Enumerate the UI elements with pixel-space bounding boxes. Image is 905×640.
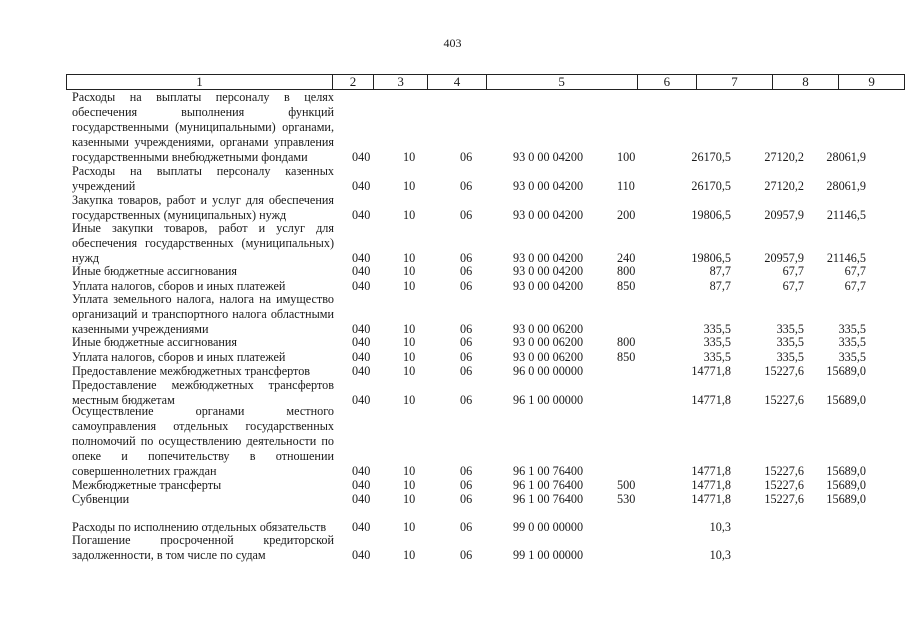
cell-col-9: 28061,9 [826, 179, 866, 193]
cell-col-6: 800 [617, 335, 636, 349]
cell-col-4: 06 [460, 322, 473, 336]
cell-col-7: 10,3 [709, 520, 731, 534]
row-description: Расходы по исполнению отдельных обязательств [72, 520, 327, 534]
cell-col-7: 19806,5 [691, 208, 731, 222]
cell-col-8: 15227,6 [764, 492, 804, 506]
cell-col-2: 040 [352, 179, 371, 193]
cell-col-4: 06 [460, 350, 473, 364]
row-description: Предоставление межбюджетных трансфертов местным бюджетам [72, 378, 334, 407]
cell-col-8: 335,5 [776, 335, 804, 349]
cell-col-4: 06 [460, 393, 473, 407]
header-col-8: 8 [772, 75, 839, 90]
header-col-3: 3 [374, 75, 428, 90]
cell-col-3: 10 [403, 251, 416, 265]
cell-col-2: 040 [352, 548, 371, 562]
cell-col-5: 99 0 00 00000 [513, 520, 584, 534]
row-description: Расходы на выплаты персоналу в целях обеспечения выполнения функций государственными (муниципальными) органами, казенными учреждениями, органами управления государственными внебюджетными фондами [72, 90, 334, 164]
cell-col-9: 15689,0 [826, 364, 866, 378]
table-row [0, 478, 905, 493]
cell-col-5: 96 0 00 00000 [513, 364, 584, 378]
cell-col-2: 040 [352, 464, 371, 478]
table-row [0, 292, 905, 337]
cell-col-9: 67,7 [844, 264, 866, 278]
cell-col-3: 10 [403, 322, 416, 336]
cell-col-8: 67,7 [782, 279, 804, 293]
cell-col-2: 040 [352, 279, 371, 293]
cell-col-9: 21146,5 [826, 251, 866, 265]
cell-col-6: 800 [617, 264, 636, 278]
cell-col-3: 10 [403, 335, 416, 349]
cell-col-3: 10 [403, 350, 416, 364]
cell-col-7: 335,5 [703, 322, 731, 336]
table-row [0, 404, 905, 479]
cell-col-9: 335,5 [838, 350, 866, 364]
cell-col-7: 87,7 [709, 279, 731, 293]
cell-col-5: 93 0 00 04200 [513, 264, 584, 278]
cell-col-9: 15689,0 [826, 464, 866, 478]
cell-col-5: 93 0 00 04200 [513, 150, 584, 164]
cell-col-3: 10 [403, 279, 416, 293]
header-col-2: 2 [332, 75, 373, 90]
header-col-9: 9 [839, 75, 905, 90]
cell-col-9: 15689,0 [826, 478, 866, 492]
cell-col-3: 10 [403, 179, 416, 193]
cell-col-7: 335,5 [703, 335, 731, 349]
cell-col-6: 530 [617, 492, 636, 506]
cell-col-7: 335,5 [703, 350, 731, 364]
cell-col-4: 06 [460, 264, 473, 278]
cell-col-7: 14771,8 [691, 464, 731, 478]
cell-col-4: 06 [460, 364, 473, 378]
cell-col-8: 335,5 [776, 350, 804, 364]
cell-col-2: 040 [352, 335, 371, 349]
cell-col-3: 10 [403, 208, 416, 222]
table-row [0, 505, 905, 535]
cell-col-6: 850 [617, 350, 636, 364]
page-number: 403 [443, 36, 462, 50]
cell-col-4: 06 [460, 464, 473, 478]
cell-col-3: 10 [403, 264, 416, 278]
cell-col-6: 850 [617, 279, 636, 293]
cell-col-8: 20957,9 [764, 251, 804, 265]
cell-col-7: 87,7 [709, 264, 731, 278]
cell-col-2: 040 [352, 251, 371, 265]
cell-col-3: 10 [403, 478, 416, 492]
cell-col-2: 040 [352, 150, 371, 164]
cell-col-2: 040 [352, 264, 371, 278]
cell-col-8: 15227,6 [764, 464, 804, 478]
cell-col-9: 335,5 [838, 335, 866, 349]
header-col-1: 1 [67, 75, 333, 90]
cell-col-8: 20957,9 [764, 208, 804, 222]
cell-col-9: 21146,5 [826, 208, 866, 222]
cell-col-5: 96 1 00 00000 [513, 393, 584, 407]
cell-col-4: 06 [460, 478, 473, 492]
cell-col-3: 10 [403, 520, 416, 534]
cell-col-7: 26170,5 [691, 150, 731, 164]
cell-col-3: 10 [403, 464, 416, 478]
cell-col-7: 26170,5 [691, 179, 731, 193]
cell-col-2: 040 [352, 520, 371, 534]
row-description: Межбюджетные трансферты [72, 478, 222, 492]
cell-col-8: 15227,6 [764, 478, 804, 492]
cell-col-2: 040 [352, 350, 371, 364]
table-row [0, 264, 905, 279]
cell-col-2: 040 [352, 478, 371, 492]
header-col-6: 6 [637, 75, 697, 90]
cell-col-6: 240 [617, 251, 636, 265]
cell-col-5: 93 0 00 06200 [513, 322, 584, 336]
cell-col-8: 27120,2 [764, 179, 804, 193]
cell-col-3: 10 [403, 548, 416, 562]
cell-col-7: 14771,8 [691, 492, 731, 506]
cell-col-6: 200 [617, 208, 636, 222]
table-row [0, 164, 905, 194]
cell-col-8: 15227,6 [764, 364, 804, 378]
row-description: Предоставление межбюджетных трансфертов [72, 364, 311, 378]
cell-col-2: 040 [352, 393, 371, 407]
row-description: Погашение просроченной кредиторской задолженности, в том числе по судам [72, 533, 334, 562]
cell-col-4: 06 [460, 179, 473, 193]
cell-col-9: 335,5 [838, 322, 866, 336]
cell-col-5: 99 1 00 00000 [513, 548, 584, 562]
table-row [0, 533, 905, 563]
row-description: Уплата земельного налога, налога на имущество организаций и транспортного налога областными казенными учреждениями [72, 292, 334, 336]
cell-col-7: 14771,8 [691, 478, 731, 492]
row-description: Иные бюджетные ассигнования [72, 335, 238, 349]
table-row [0, 221, 905, 266]
row-description: Уплата налогов, сборов и иных платежей [72, 350, 286, 364]
cell-col-6: 100 [617, 150, 636, 164]
table-row [0, 335, 905, 350]
cell-col-8: 335,5 [776, 322, 804, 336]
cell-col-7: 10,3 [709, 548, 731, 562]
cell-col-5: 96 1 00 76400 [513, 478, 584, 492]
cell-col-4: 06 [460, 492, 473, 506]
cell-col-7: 14771,8 [691, 364, 731, 378]
cell-col-8: 15227,6 [764, 393, 804, 407]
cell-col-7: 14771,8 [691, 393, 731, 407]
cell-col-5: 93 0 00 06200 [513, 350, 584, 364]
row-description: Субвенции [72, 492, 130, 506]
cell-col-4: 06 [460, 520, 473, 534]
cell-col-4: 06 [460, 279, 473, 293]
row-description: Расходы на выплаты персоналу казенных учреждений [72, 164, 334, 193]
cell-col-2: 040 [352, 322, 371, 336]
table-row [0, 350, 905, 365]
cell-col-5: 93 0 00 04200 [513, 279, 584, 293]
cell-col-9: 15689,0 [826, 492, 866, 506]
table-row [0, 364, 905, 379]
cell-col-5: 96 1 00 76400 [513, 464, 584, 478]
cell-col-3: 10 [403, 393, 416, 407]
cell-col-5: 96 1 00 76400 [513, 492, 584, 506]
header-col-5: 5 [486, 75, 637, 90]
cell-col-5: 93 0 00 04200 [513, 251, 584, 265]
cell-col-9: 15689,0 [826, 393, 866, 407]
cell-col-9: 28061,9 [826, 150, 866, 164]
cell-col-6: 500 [617, 478, 636, 492]
row-description: Уплата налогов, сборов и иных платежей [72, 279, 286, 293]
cell-col-4: 06 [460, 251, 473, 265]
cell-col-5: 93 0 00 04200 [513, 208, 584, 222]
cell-col-7: 19806,5 [691, 251, 731, 265]
row-description: Иные закупки товаров, работ и услуг для обеспечения государственных (муниципальных) нужд [72, 221, 334, 265]
table-row [0, 193, 905, 223]
cell-col-2: 040 [352, 492, 371, 506]
row-description: Иные бюджетные ассигнования [72, 264, 238, 278]
cell-col-4: 06 [460, 548, 473, 562]
cell-col-3: 10 [403, 364, 416, 378]
cell-col-2: 040 [352, 208, 371, 222]
cell-col-4: 06 [460, 208, 473, 222]
header-col-4: 4 [428, 75, 487, 90]
cell-col-5: 93 0 00 06200 [513, 335, 584, 349]
cell-col-9: 67,7 [844, 279, 866, 293]
cell-col-4: 06 [460, 335, 473, 349]
cell-col-2: 040 [352, 364, 371, 378]
cell-col-6: 110 [617, 179, 635, 193]
row-description: Закупка товаров, работ и услуг для обеспечения государственных (муниципальных) нужд [72, 193, 334, 222]
cell-col-4: 06 [460, 150, 473, 164]
cell-col-8: 27120,2 [764, 150, 804, 164]
row-description: Осуществление органами местного самоуправления отдельных государственных полномочий по осуществлению деятельности по опеке и попечительству в отношении совершеннолетних граждан [72, 404, 334, 478]
cell-col-3: 10 [403, 150, 416, 164]
cell-col-5: 93 0 00 04200 [513, 179, 584, 193]
cell-col-8: 67,7 [782, 264, 804, 278]
table-row [0, 91, 905, 165]
header-col-7: 7 [697, 75, 772, 90]
cell-col-3: 10 [403, 492, 416, 506]
